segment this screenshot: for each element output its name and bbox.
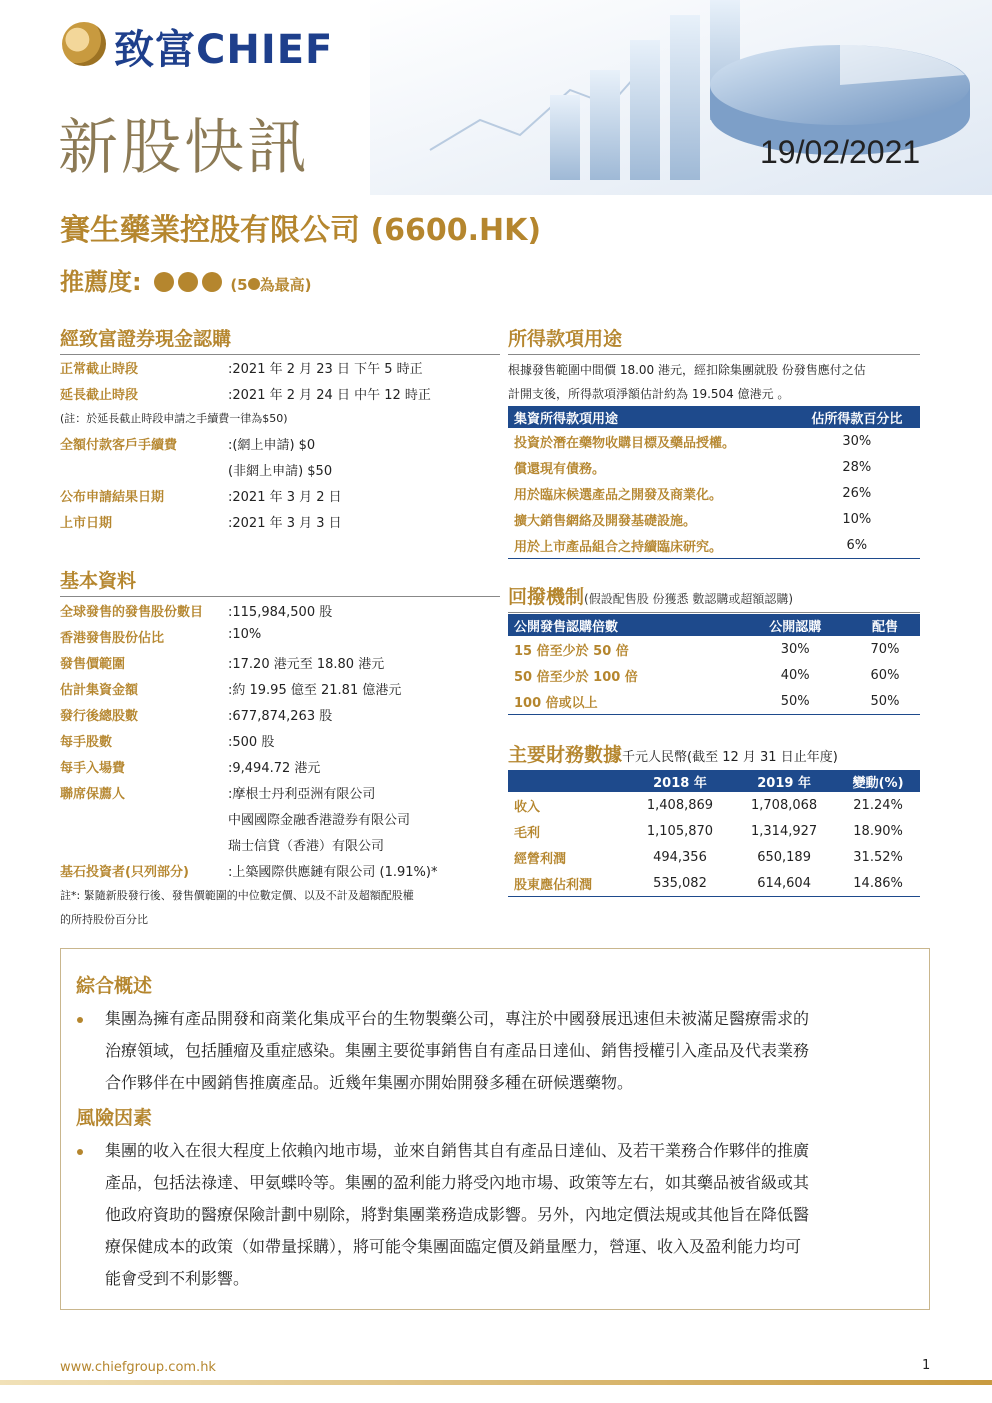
kv-value: :115,984,500 股 — [228, 605, 333, 620]
table-header: 公開認購 — [740, 614, 850, 636]
kv-key: 公布申請結果日期 — [60, 490, 165, 505]
kv-value: :2021 年 2 月 23 日 下午 5 時正 — [228, 362, 423, 377]
table-header: 變動(%) — [836, 770, 920, 792]
table-header-row — [508, 770, 920, 792]
table-cell: 1,708,068 — [751, 797, 818, 813]
table-header: 2019 年 — [732, 770, 836, 792]
proceeds-description-line: 計開支後，所得款項淨額估計約為 19.504 億港元 。 — [508, 387, 790, 401]
kv-key: 估計集資金額 — [60, 683, 139, 698]
table-cell: 100 倍或以上 — [508, 688, 740, 715]
table-header: 佔所得款百分比 — [794, 406, 920, 428]
kv-value: :2021 年 3 月 2 日 — [228, 490, 342, 505]
kv-key: 延長截止時段 — [60, 388, 139, 403]
rating — [60, 262, 311, 297]
report-date: 19/02/2021 — [760, 134, 921, 170]
rating-label: 推薦度: — [60, 268, 142, 296]
table-header: 配售 — [850, 614, 920, 636]
table-cell: 535,082 — [628, 870, 732, 897]
overview-line: 集團為擁有產品開發和商業化集成平台的生物製藥公司，專注於中國發展迅速但未被滿足醫療需求的 — [105, 1009, 810, 1028]
table-cell: 614,604 — [732, 870, 836, 897]
table-cell: 6% — [794, 532, 920, 559]
table-row — [508, 480, 920, 506]
kv-row — [60, 731, 500, 757]
rating-dot-icon — [154, 272, 174, 292]
kv-row — [60, 783, 500, 809]
clawback-subtitle: (假設配售股 份獲悉 數認購或超額認購) — [584, 592, 794, 606]
table-row — [508, 688, 920, 715]
table-cell: 償還現有債務。 — [514, 461, 606, 477]
financials-title: 主要財務數據 — [508, 744, 623, 766]
kv-row — [60, 627, 500, 653]
kv-value: 中國國際金融香港證券有限公司 — [228, 813, 411, 828]
risk-line: 療保健成本的政策（如帶量採購），將可能令集團面臨定價及銷量壓力，營運、收入及盈利能力均可 — [105, 1237, 802, 1256]
table-header: 集資所得款項用途 — [508, 406, 794, 428]
rating-dot-icon — [202, 272, 222, 292]
kv-value: (非網上申請) $50 — [228, 464, 333, 479]
risk-line: 產品，包括法祿達、甲氨蝶呤等。集團的盈利能力將受內地市場、政策等左右，如其藥品被省級或其 — [105, 1173, 810, 1192]
financials-table — [508, 770, 920, 897]
kv-row — [60, 358, 500, 384]
table-cell: 擴大銷售網絡及開發基礎設施。 — [514, 513, 697, 529]
page-title: 新股快訊 — [58, 113, 310, 183]
proceeds-table — [508, 406, 920, 559]
rating-dot-icon — [178, 272, 198, 292]
bullet-icon — [77, 1017, 83, 1023]
kv-key: 正常截止時段 — [60, 362, 139, 377]
kv-row — [60, 601, 500, 627]
kv-row — [60, 835, 500, 861]
kv-value: :摩根士丹利亞洲有限公司 — [228, 787, 376, 802]
kv-key: 每手股數 — [60, 735, 113, 750]
table-row — [508, 844, 920, 870]
table-cell: 50% — [740, 688, 850, 715]
table-header-row — [508, 406, 920, 428]
kv-value: :9,494.72 港元 — [228, 761, 321, 776]
table-row — [508, 454, 920, 480]
table-row — [508, 870, 920, 897]
proceeds-heading: 所得款項用途 — [508, 324, 920, 355]
proceeds-description — [508, 358, 928, 406]
basic-footnote-1: 註*: 緊隨新股發行後、發售價範圍的中位數定價、以及不計及超額配股權 — [60, 889, 414, 902]
table-row — [508, 532, 920, 559]
financials-subtitle: 千元人民幣(截至 12 月 31 日止年度) — [622, 750, 838, 765]
rating-note — [230, 276, 311, 294]
table-cell: 用於臨床候選產品之開發及商業化。 — [514, 487, 723, 503]
kv-value: :2021 年 2 月 24 日 中午 12 時正 — [228, 388, 431, 403]
basic-footnote-2: 的所持股份百分比 — [60, 913, 148, 926]
table-cell: 毛利 — [514, 825, 541, 841]
table-cell: 30% — [842, 433, 872, 449]
table-cell: 經營利潤 — [514, 851, 567, 867]
kv-value: :約 19.95 億至 21.81 億港元 — [228, 683, 402, 698]
kv-key: 香港發售股份佔比 — [60, 631, 165, 646]
table-header: 2018 年 — [628, 770, 732, 792]
kv-key: 發售價範圍 — [60, 657, 126, 672]
kv-value: :500 股 — [228, 735, 275, 750]
rating-note-suffix: 為最高) — [259, 276, 312, 294]
clawback-title: 回撥機制 — [508, 586, 585, 608]
kv-row — [60, 705, 500, 731]
kv-value: :上築國際供應鏈有限公司 (1.91%)* — [228, 865, 438, 880]
table-header-row — [508, 614, 920, 636]
page-number: 1 — [922, 1358, 931, 1373]
kv-key: 發行後總股數 — [60, 709, 139, 724]
table-cell: 50% — [850, 688, 920, 715]
kv-value: :10% — [228, 627, 262, 642]
company-logo-icon — [62, 22, 106, 66]
overview-heading: 綜合概述 — [76, 975, 153, 997]
rating-note-dot-icon — [248, 278, 260, 290]
table-cell: 1,314,927 — [751, 823, 818, 839]
table-row — [508, 636, 920, 662]
table-cell: 60% — [870, 667, 900, 683]
table-cell: 投資於潛在藥物收購目標及藥品授權。 — [514, 435, 736, 451]
kv-key: 聯席保薦人 — [60, 787, 126, 802]
kv-row — [60, 809, 500, 835]
basic-info-heading: 基本資料 — [60, 566, 500, 597]
clawback-heading — [508, 582, 920, 613]
table-cell: 收入 — [514, 799, 541, 815]
kv-row — [60, 679, 500, 705]
risk-line: 集團的收入在很大程度上依賴內地市場，並來自銷售其自有產品日達仙、及若干業務合作夥伴的推廣 — [105, 1141, 810, 1160]
table-cell: 10% — [842, 511, 872, 527]
table-cell: 15 倍至少於 50 倍 — [514, 643, 629, 659]
bullet-icon — [77, 1149, 83, 1155]
kv-key: 基石投資者(只列部分) — [60, 865, 189, 880]
table-row — [508, 506, 920, 532]
table-row — [508, 428, 920, 454]
kv-value: :(網上申請) $0 — [228, 438, 316, 453]
table-cell: 14.86% — [836, 870, 920, 897]
table-cell: 用於上市產品組合之持續臨床研究。 — [508, 532, 794, 559]
table-cell: 1,408,869 — [646, 797, 714, 813]
kv-value: :677,874,263 股 — [228, 709, 333, 724]
table-cell: 650,189 — [757, 849, 811, 865]
risk-line: 能會受到不利影響。 — [105, 1269, 250, 1288]
subscription-heading: 經致富證券現金認購 — [60, 324, 500, 355]
kv-row — [60, 486, 500, 512]
kv-row — [60, 861, 500, 887]
table-row — [508, 818, 920, 844]
table-row — [508, 792, 920, 818]
rating-note-prefix: (5 — [230, 276, 248, 294]
footer-divider — [0, 1380, 992, 1385]
kv-row — [60, 653, 500, 679]
kv-row — [60, 434, 500, 460]
company-name: 賽生藥業控股有限公司 (6600.HK) — [60, 213, 542, 248]
kv-value: :2021 年 3 月 3 日 — [228, 516, 342, 531]
summary-box — [60, 948, 930, 1310]
table-cell: 28% — [842, 459, 872, 475]
kv-row — [60, 757, 500, 783]
kv-key: 上市日期 — [60, 516, 113, 531]
kv-row — [60, 384, 500, 410]
risk-paragraph — [105, 1135, 920, 1295]
table-cell: 31.52% — [853, 849, 903, 865]
table-cell: 50 倍至少於 100 倍 — [514, 669, 638, 685]
table-cell: 70% — [870, 641, 900, 657]
kv-row — [60, 460, 500, 486]
subscription-note: (註：於延長截止時段申請之手續費一律為$50) — [60, 412, 288, 425]
kv-value: 瑞士信貸（香港）有限公司 — [228, 839, 385, 854]
table-cell: 1,105,870 — [646, 823, 714, 839]
risk-heading: 風險因素 — [76, 1107, 153, 1129]
table-cell: 30% — [780, 641, 810, 657]
kv-value: :17.20 港元至 18.80 港元 — [228, 657, 385, 672]
table-row — [508, 662, 920, 688]
logo-text: 致富CHIEF — [114, 27, 334, 73]
kv-key: 全球發售的發售股份數目 — [60, 605, 204, 620]
risk-line: 他政府資助的醫療保險計劃中剔除，將對集團業務造成影響。另外，內地定價法規或其他旨在降低醫 — [105, 1205, 810, 1224]
clawback-table — [508, 614, 920, 715]
table-cell: 26% — [842, 485, 872, 501]
table-cell: 股東應佔利潤 — [508, 870, 628, 897]
kv-row — [60, 512, 500, 538]
table-header: 公開發售認購倍數 — [508, 614, 740, 636]
overview-line: 治療領域，包括腫瘤及重症感染。集團主要從事銷售自有產品日達仙、銷售授權引入產品及代表業務 — [105, 1041, 810, 1060]
table-cell: 18.90% — [853, 823, 903, 839]
footer-url[interactable]: www.chiefgroup.com.hk — [60, 1360, 216, 1375]
proceeds-description-line: 根據發售範圍中間價 18.00 港元，經扣除集團就股 份發售應付之估 — [508, 363, 866, 377]
table-cell: 40% — [780, 667, 810, 683]
kv-key: 全額付款客戶手續費 — [60, 438, 178, 453]
kv-key: 每手入場費 — [60, 761, 126, 776]
overview-paragraph — [105, 1003, 920, 1099]
table-cell: 21.24% — [853, 797, 903, 813]
financials-heading — [508, 740, 920, 767]
table-header — [508, 770, 628, 792]
table-cell: 494,356 — [653, 849, 707, 865]
overview-line: 合作夥伴在中國銷售推廣產品。近幾年集團亦開始開發多種在研候選藥物。 — [105, 1073, 634, 1092]
